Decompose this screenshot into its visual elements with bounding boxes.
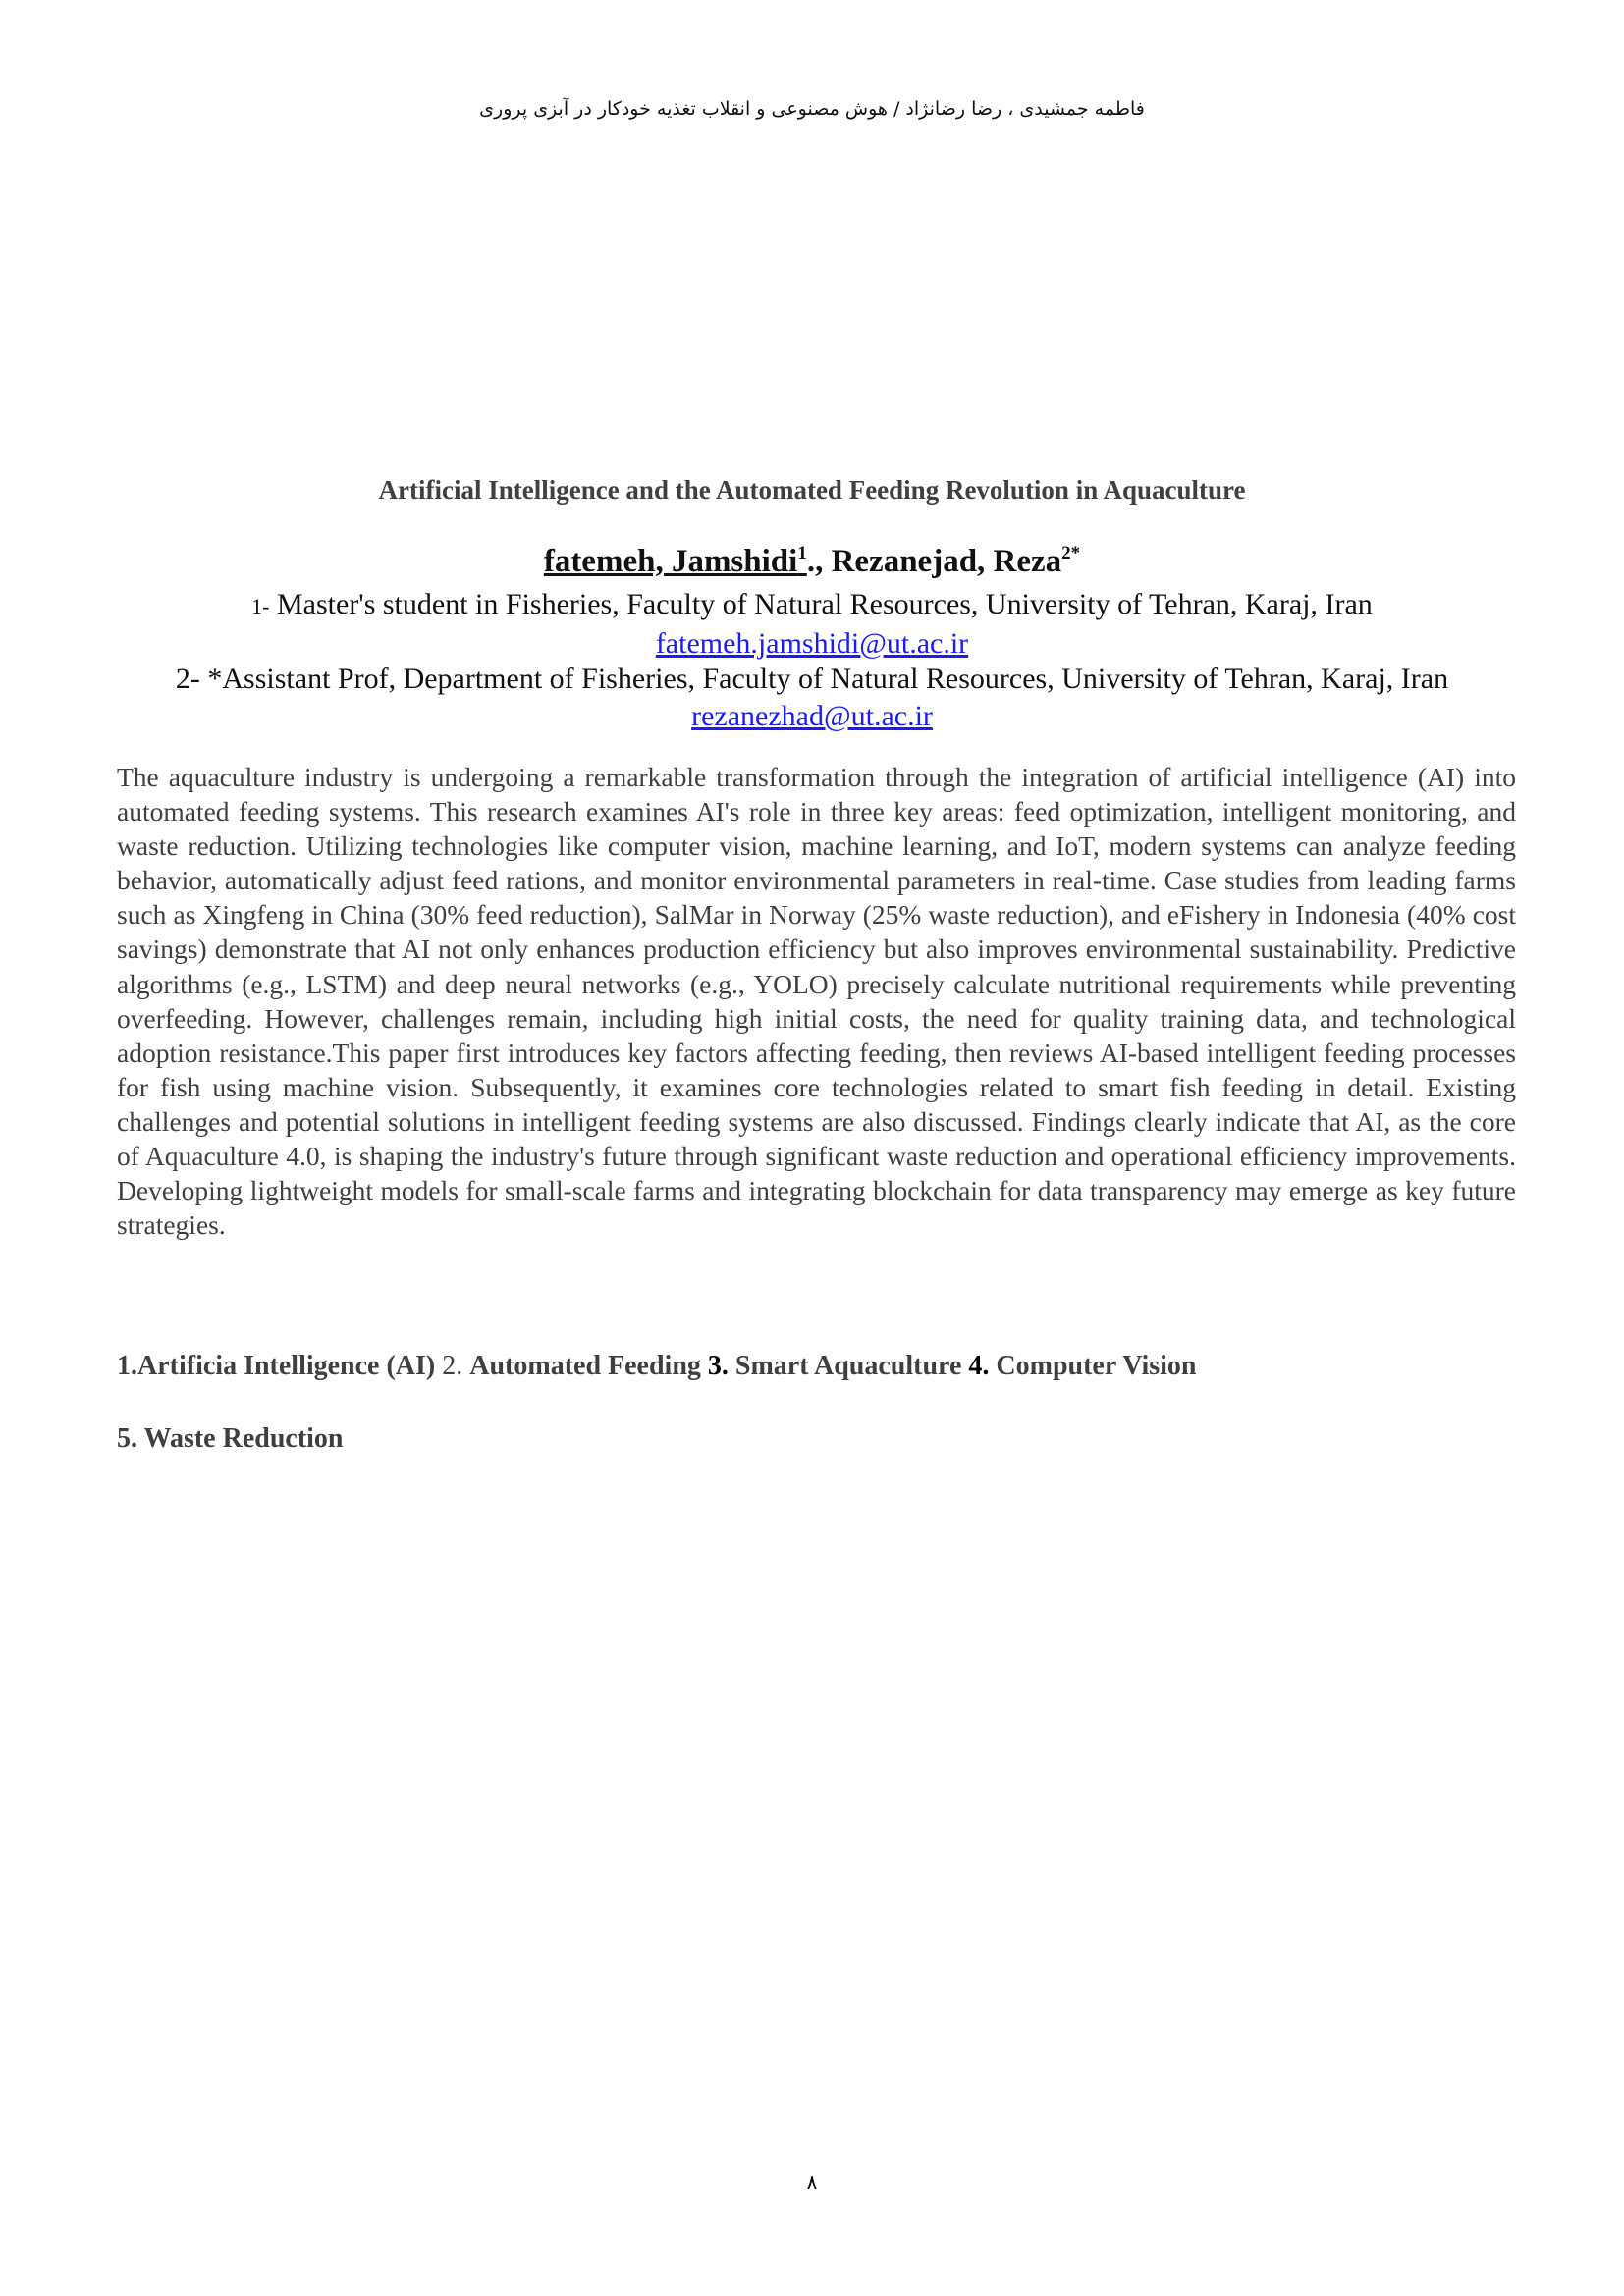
- keyword-4-number: 4.: [968, 1351, 997, 1381]
- author-2-email-link[interactable]: rezanezhad@ut.ac.ir: [691, 700, 933, 732]
- page-number: ۸: [806, 2170, 818, 2194]
- author-1-email-link[interactable]: fatemeh.jamshidi@ut.ac.ir: [655, 627, 969, 660]
- affiliation-1-number: 1-: [251, 594, 270, 618]
- keyword-2-number: 2.: [442, 1351, 470, 1381]
- keyword-2: Automated Feeding: [469, 1351, 708, 1381]
- affiliation-1: [137, 586, 1487, 663]
- keyword-1: 1.Artificia Intelligence (AI): [117, 1351, 443, 1381]
- author-2-affiliation-mark: 2*: [1061, 543, 1081, 563]
- author-line: [0, 544, 1624, 580]
- author-1-affiliation-mark: 1: [797, 543, 807, 563]
- author-1: [544, 544, 807, 579]
- author-1-name: fatemeh, Jamshidi: [543, 544, 798, 579]
- abstract-paragraph: The aquaculture industry is undergoing a remarkable transformation through the integration of artificial intelligence (AI) into automated feeding systems. This research examines AI's role in three key areas: feed optimization, intelligent monitoring, and waste reduction. Utilizing technologies like computer vision, machine learning, and IoT, modern systems can analyze feeding behavior, automatically adjust feed rations, and monitor environmental parameters in real-time. Case studies from leading farms such as Xingfeng in China (30% feed reduction), SalMar in Norway (25% waste reduction), and eFishery in Indonesia (40% cost savings) demonstrate that AI not only enhances production efficiency but also improves environmental sustainability. Predictive algorithms (e.g., LSTM) and deep neural networks (e.g., YOLO) precisely calculate nutritional requirements while preventing overfeeding. However, challenges remain, including high initial costs, the need for quality training data, and technological adoption resistance.This paper first introduces key factors affecting feeding, then reviews AI-based intelligent feeding processes for fish using machine vision. Subsequently, it examines core technologies related to smart fish feeding in detail. Existing challenges and potential solutions in intelligent feeding systems are also discussed. Findings clearly indicate that AI, as the core of Aquaculture 4.0, is shaping the industry's future through significant waste reduction and operational efficiency improvements. Developing lightweight models for small-scale farms and integrating blockchain for data transparency may emerge as key future strategies.: [117, 762, 1516, 1241]
- keyword-4: Computer Vision: [996, 1351, 1197, 1381]
- affiliation-1-text: Master's student in Fisheries, Faculty of Natural Resources, University of Tehran, Karaj, Iran: [269, 588, 1373, 620]
- running-header: فاطمه جمشیدی ، رضا رضانژاد / هوش مصنوعی و انقلاب تغذیه خودکار در آبزی پروری: [479, 98, 1145, 120]
- paper-title: Artificial Intelligence and the Automated Feeding Revolution in Aquaculture: [378, 475, 1246, 505]
- author-2-name: Rezanejad, Reza: [831, 544, 1062, 579]
- author-separator: .,: [806, 544, 832, 579]
- keyword-3: Smart Aquaculture: [734, 1351, 969, 1381]
- affiliation-2-number: 2-: [175, 663, 208, 695]
- affiliation-2: [137, 661, 1487, 735]
- keyword-3-number: 3.: [707, 1351, 735, 1381]
- affiliation-2-text: *Assistant Prof, Department of Fisheries, Faculty of Natural Resources, University of Tehran, Karaj, Iran: [207, 663, 1449, 695]
- keyword-5: 5. Waste Reduction: [117, 1423, 344, 1454]
- keywords-line-1: [117, 1351, 1196, 1382]
